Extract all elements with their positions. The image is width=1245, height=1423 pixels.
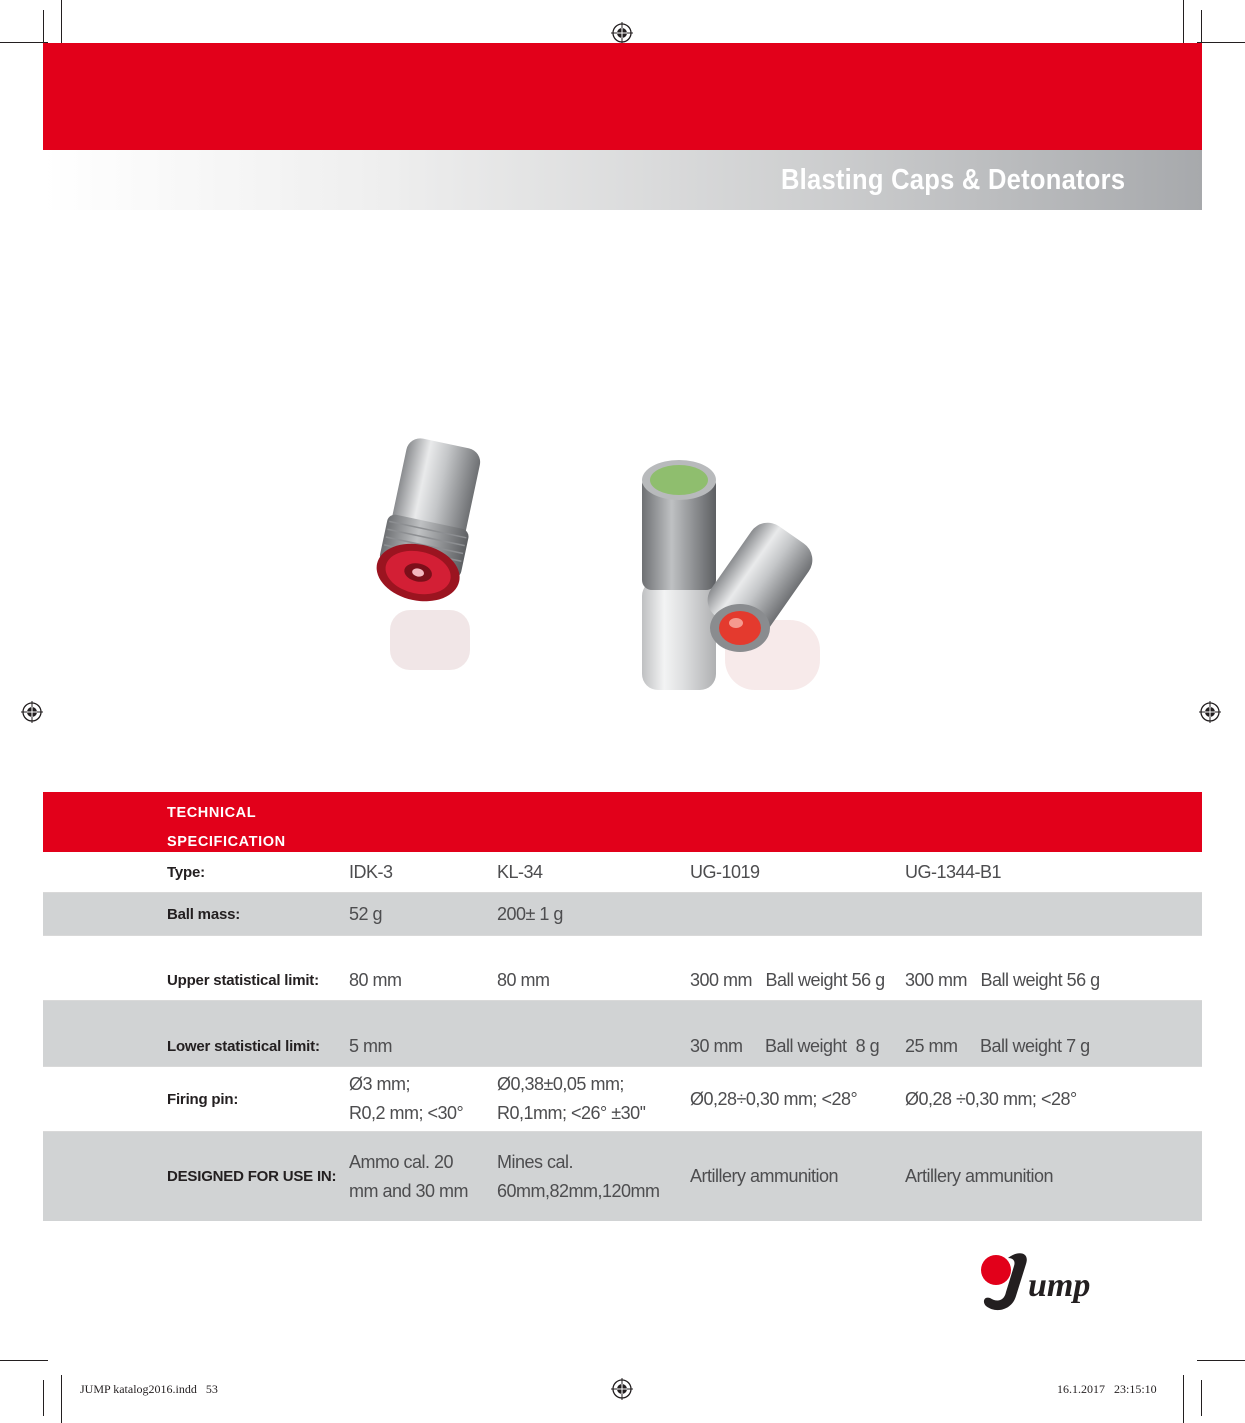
row-label: Ball mass:: [167, 906, 241, 923]
crop-mark: [1201, 10, 1202, 46]
table-cell: 200± 1 g: [497, 904, 563, 924]
registration-mark-icon: [21, 701, 43, 723]
jump-logo: [978, 1248, 1118, 1318]
row-label: Firing pin:: [167, 1091, 239, 1108]
table-cell: Artillery ammunition: [690, 1166, 839, 1186]
table-row-ball-mass: [43, 893, 1202, 936]
footer-timestamp: 16.1.2017 23:15:10: [1057, 1382, 1157, 1396]
section-title: Blasting Caps & Detonators: [780, 164, 1125, 196]
row-label: Upper statistical limit:: [167, 972, 319, 989]
crop-mark: [43, 1380, 44, 1416]
cell-line: 60mm,82mm,120mm: [497, 1181, 660, 1201]
spec-title-line: SPECIFICATION: [167, 834, 286, 850]
table-cell: 52 g: [349, 904, 383, 924]
table-cell: Ø0,28÷0,30 mm; <28°: [690, 1089, 858, 1109]
table-cell: UG-1344-B1: [905, 862, 1002, 882]
registration-mark-icon: [611, 22, 633, 44]
cell-line: Ø0,38±0,05 mm;: [497, 1074, 624, 1094]
crop-mark: [0, 1360, 48, 1361]
crop-mark: [0, 42, 48, 43]
table-cell: 80 mm: [349, 970, 402, 990]
spec-header: [43, 792, 1202, 852]
registration-mark-icon: [611, 1378, 633, 1400]
table-cell: [497, 1070, 646, 1128]
spec-title: [167, 799, 327, 857]
crop-mark: [1183, 1375, 1184, 1423]
table-cell: 5 mm: [349, 1036, 392, 1056]
crop-mark: [61, 0, 62, 48]
crop-mark: [1197, 1360, 1245, 1361]
spec-title-line: TECHNICAL: [167, 805, 257, 821]
crop-mark: [61, 1375, 62, 1423]
table-cell: 25 mm Ball weight 7 g: [905, 1036, 1090, 1056]
table-cell: 30 mm Ball weight 8 g: [690, 1036, 880, 1056]
crop-mark: [1183, 0, 1184, 48]
table-cell: Ø0,28 ÷0,30 mm; <28°: [905, 1089, 1077, 1109]
cell-line: mm and 30 mm: [349, 1181, 469, 1201]
table-cell: [349, 1148, 468, 1206]
footer-file: JUMP katalog2016.indd 53: [80, 1382, 218, 1396]
row-label: DESIGNED FOR USE IN:: [167, 1168, 337, 1185]
crop-mark: [43, 10, 44, 46]
cell-line: Ammo cal. 20: [349, 1152, 454, 1172]
table-cell: [349, 1070, 463, 1128]
row-label: Lower statistical limit:: [167, 1038, 320, 1055]
table-row-upper-limit: [43, 936, 1202, 1001]
table-cell: 300 mm Ball weight 56 g: [905, 970, 1100, 990]
table-cell: [497, 1148, 660, 1206]
table-cell: UG-1019: [690, 862, 760, 882]
technical-specification-table: [43, 792, 1202, 1221]
crop-mark: [1201, 1380, 1202, 1416]
row-label: Type:: [167, 864, 205, 881]
table-cell: 300 mm Ball weight 56 g: [690, 970, 885, 990]
table-cell: IDK-3: [349, 862, 393, 882]
table-row-firing-pin: [43, 1067, 1202, 1132]
cell-line: Ø3 mm;: [349, 1074, 411, 1094]
header-red-band: [43, 43, 1202, 150]
table-cell: 80 mm: [497, 970, 550, 990]
table-row-lower-limit: [43, 1001, 1202, 1067]
table-row-designed-for: [43, 1132, 1202, 1221]
cell-line: Mines cal.: [497, 1152, 574, 1172]
registration-mark-icon: [1199, 701, 1221, 723]
table-cell: Artillery ammunition: [905, 1166, 1054, 1186]
crop-mark: [1197, 42, 1245, 43]
cell-line: R0,2 mm; <30°: [349, 1103, 464, 1123]
table-row-type: [43, 852, 1202, 893]
logo-wordmark: ump: [1028, 1267, 1091, 1304]
product-photo: [360, 430, 860, 700]
cell-line: R0,1mm; <26° ±30'': [497, 1103, 646, 1123]
table-cell: KL-34: [497, 862, 543, 882]
